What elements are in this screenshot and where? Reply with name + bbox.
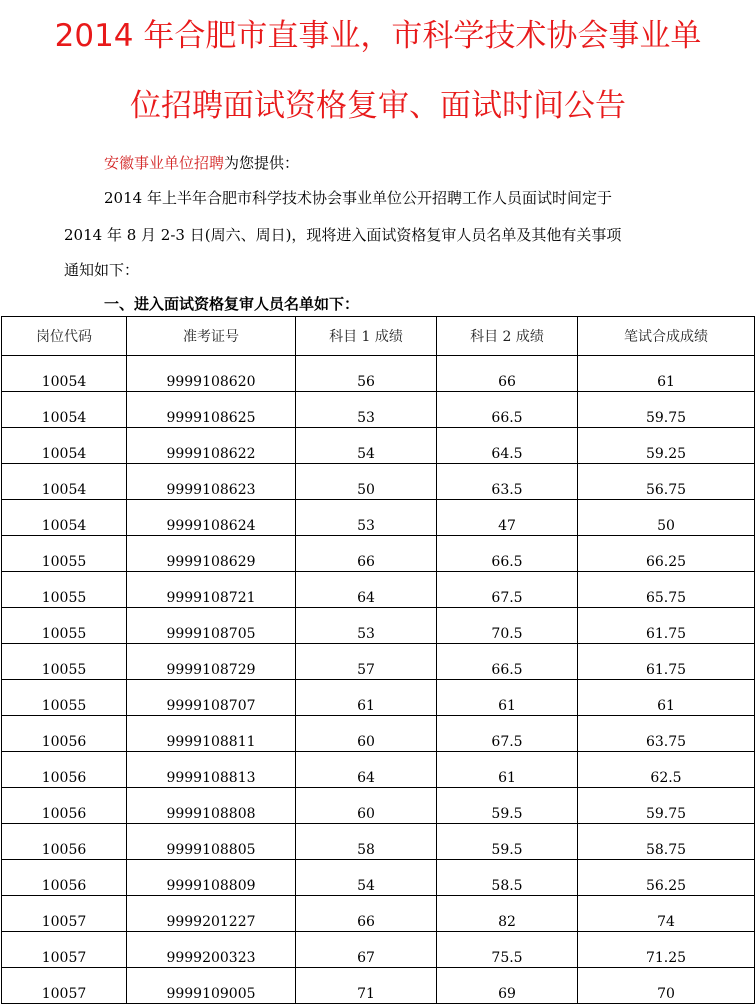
- cell-position-code: 10055: [2, 680, 127, 716]
- cell-ticket-number: 9999201227: [127, 896, 296, 932]
- cell-subject-2-score: 67.5: [437, 572, 578, 608]
- cell-combined-score: 50: [578, 500, 755, 536]
- table-row: [2, 356, 755, 392]
- cell-subject-2-score: 69: [437, 968, 578, 1004]
- header-position-code: 岗位代码: [2, 317, 127, 356]
- cell-subject-1-score: 50: [296, 464, 437, 500]
- cell-position-code: 10055: [2, 644, 127, 680]
- cell-combined-score: 62.5: [578, 752, 755, 788]
- cell-combined-score: 61: [578, 680, 755, 716]
- source-suffix: 为您提供：: [224, 154, 300, 172]
- cell-subject-1-score: 64: [296, 752, 437, 788]
- cell-subject-1-score: 66: [296, 896, 437, 932]
- cell-subject-2-score: 66.5: [437, 392, 578, 428]
- cell-combined-score: 61: [578, 356, 755, 392]
- table-row: [2, 968, 755, 1004]
- cell-subject-1-score: 54: [296, 860, 437, 896]
- body-paragraph-line-2: 2014 年 8 月 2-3 日(周六、周日)，现将进入面试资格复审人员名单及其他有关事项: [64, 226, 622, 244]
- cell-position-code: 10056: [2, 824, 127, 860]
- cell-ticket-number: 9999200323: [127, 932, 296, 968]
- cell-position-code: 10056: [2, 752, 127, 788]
- cell-subject-1-score: 61: [296, 680, 437, 716]
- cell-subject-2-score: 61: [437, 752, 578, 788]
- cell-subject-2-score: 70.5: [437, 608, 578, 644]
- cell-subject-2-score: 58.5: [437, 860, 578, 896]
- table-row: [2, 788, 755, 824]
- cell-ticket-number: 9999108620: [127, 356, 296, 392]
- cell-subject-1-score: 60: [296, 716, 437, 752]
- header-combined-score: 笔试合成成绩: [578, 317, 755, 356]
- cell-subject-1-score: 67: [296, 932, 437, 968]
- table-row: [2, 680, 755, 716]
- cell-subject-2-score: 47: [437, 500, 578, 536]
- cell-subject-1-score: 57: [296, 644, 437, 680]
- page-title-line-2: 位招聘面试资格复审、面试时间公告: [130, 88, 626, 124]
- cell-subject-1-score: 53: [296, 392, 437, 428]
- cell-ticket-number: 9999108805: [127, 824, 296, 860]
- cell-position-code: 10057: [2, 968, 127, 1004]
- candidate-table: [1, 316, 755, 1004]
- cell-subject-1-score: 53: [296, 608, 437, 644]
- cell-position-code: 10054: [2, 428, 127, 464]
- table-row: [2, 464, 755, 500]
- section-heading: 一、进入面试资格复审人员名单如下：: [104, 295, 360, 313]
- cell-position-code: 10055: [2, 572, 127, 608]
- cell-ticket-number: 9999108721: [127, 572, 296, 608]
- cell-position-code: 10057: [2, 932, 127, 968]
- header-subject-1-score: 科目 1 成绩: [296, 317, 437, 356]
- cell-combined-score: 56.75: [578, 464, 755, 500]
- cell-ticket-number: 9999108705: [127, 608, 296, 644]
- table-row: [2, 392, 755, 428]
- cell-subject-1-score: 58: [296, 824, 437, 860]
- cell-subject-2-score: 59.5: [437, 824, 578, 860]
- cell-combined-score: 63.75: [578, 716, 755, 752]
- cell-combined-score: 59.75: [578, 788, 755, 824]
- cell-position-code: 10056: [2, 716, 127, 752]
- cell-combined-score: 59.25: [578, 428, 755, 464]
- body-paragraph-line-1: 2014 年上半年合肥市科学技术协会事业单位公开招聘工作人员面试时间定于: [104, 189, 612, 207]
- table-body: [2, 356, 755, 1004]
- header-subject-2-score: 科目 2 成绩: [437, 317, 578, 356]
- cell-position-code: 10054: [2, 392, 127, 428]
- cell-ticket-number: 9999108809: [127, 860, 296, 896]
- cell-ticket-number: 9999108707: [127, 680, 296, 716]
- header-ticket-number: 准考证号: [127, 317, 296, 356]
- cell-ticket-number: 9999108622: [127, 428, 296, 464]
- table-header-row: [2, 317, 755, 356]
- cell-subject-2-score: 66.5: [437, 644, 578, 680]
- cell-ticket-number: 9999109005: [127, 968, 296, 1004]
- cell-position-code: 10057: [2, 896, 127, 932]
- table-row: [2, 608, 755, 644]
- table-row: [2, 716, 755, 752]
- cell-ticket-number: 9999108729: [127, 644, 296, 680]
- source-line: [104, 153, 299, 173]
- cell-combined-score: 58.75: [578, 824, 755, 860]
- cell-ticket-number: 9999108623: [127, 464, 296, 500]
- cell-ticket-number: 9999108808: [127, 788, 296, 824]
- cell-subject-1-score: 64: [296, 572, 437, 608]
- cell-position-code: 10055: [2, 536, 127, 572]
- cell-subject-2-score: 66: [437, 356, 578, 392]
- table-row: [2, 932, 755, 968]
- cell-ticket-number: 9999108629: [127, 536, 296, 572]
- cell-combined-score: 59.75: [578, 392, 755, 428]
- table-row: [2, 896, 755, 932]
- table-row: [2, 824, 755, 860]
- cell-combined-score: 70: [578, 968, 755, 1004]
- body-paragraph-line-3: 通知如下：: [64, 261, 140, 279]
- table-row: [2, 536, 755, 572]
- cell-subject-2-score: 63.5: [437, 464, 578, 500]
- cell-combined-score: 61.75: [578, 608, 755, 644]
- cell-subject-2-score: 75.5: [437, 932, 578, 968]
- table-row: [2, 860, 755, 896]
- cell-subject-1-score: 53: [296, 500, 437, 536]
- cell-subject-1-score: 71: [296, 968, 437, 1004]
- cell-combined-score: 61.75: [578, 644, 755, 680]
- table-row: [2, 428, 755, 464]
- cell-subject-2-score: 59.5: [437, 788, 578, 824]
- cell-subject-2-score: 64.5: [437, 428, 578, 464]
- cell-combined-score: 66.25: [578, 536, 755, 572]
- cell-ticket-number: 9999108813: [127, 752, 296, 788]
- cell-subject-1-score: 66: [296, 536, 437, 572]
- cell-position-code: 10054: [2, 356, 127, 392]
- cell-combined-score: 71.25: [578, 932, 755, 968]
- cell-subject-1-score: 60: [296, 788, 437, 824]
- cell-position-code: 10054: [2, 500, 127, 536]
- cell-position-code: 10056: [2, 788, 127, 824]
- cell-combined-score: 56.25: [578, 860, 755, 896]
- table-row: [2, 644, 755, 680]
- table-row: [2, 500, 755, 536]
- cell-position-code: 10056: [2, 860, 127, 896]
- cell-combined-score: 74: [578, 896, 755, 932]
- table-row: [2, 572, 755, 608]
- table-row: [2, 752, 755, 788]
- source-link[interactable]: 安徽事业单位招聘: [104, 154, 225, 172]
- cell-position-code: 10055: [2, 608, 127, 644]
- cell-combined-score: 65.75: [578, 572, 755, 608]
- cell-ticket-number: 9999108811: [127, 716, 296, 752]
- cell-ticket-number: 9999108625: [127, 392, 296, 428]
- cell-position-code: 10054: [2, 464, 127, 500]
- cell-subject-2-score: 66.5: [437, 536, 578, 572]
- cell-subject-1-score: 56: [296, 356, 437, 392]
- cell-subject-1-score: 54: [296, 428, 437, 464]
- cell-subject-2-score: 67.5: [437, 716, 578, 752]
- cell-ticket-number: 9999108624: [127, 500, 296, 536]
- cell-subject-2-score: 82: [437, 896, 578, 932]
- page-title-line-1: 2014 年合肥市直事业，市科学技术协会事业单: [54, 18, 702, 54]
- cell-subject-2-score: 61: [437, 680, 578, 716]
